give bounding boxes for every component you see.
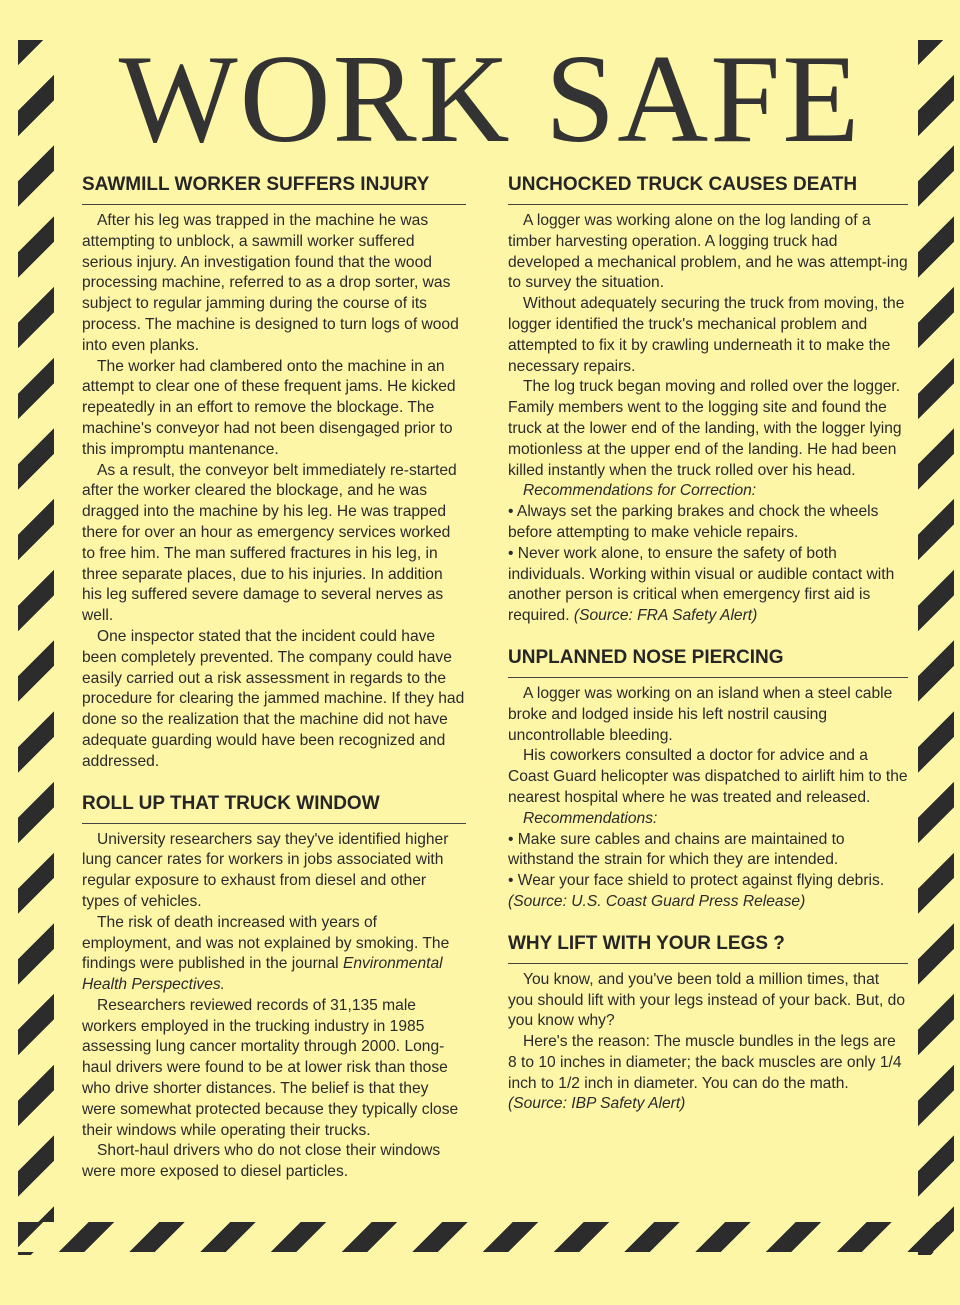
recommendations-label: Recommendations: bbox=[523, 809, 658, 827]
article-paragraph bbox=[82, 913, 466, 996]
article-truck-window bbox=[82, 791, 466, 1184]
article-paragraph: University researchers say they've identified higher lung cancer rates for workers in jobs associated with regular exposure to exhaust from diesel and other types of vehicles. bbox=[82, 830, 449, 910]
article-paragraph: You know, and you've been told a million times, that you should lift with your legs instead of your back. But, do you know why? bbox=[508, 970, 905, 1030]
article-paragraph: Short-haul drivers who do not close their windows were more exposed to diesel particles. bbox=[82, 1142, 441, 1181]
article-paragraph: As a result, the conveyor belt immediately re-started after the worker cleared the blockage, and he was dragged into the machine by his leg. He was trapped there for over an hour as emergency services worked to free him. The man suffered fractures in his leg, in three separate places, due to his injuries. In addition his leg suffered severe damage to several nerves as well. bbox=[82, 461, 457, 625]
recommendations-label: Recommendations for Correction: bbox=[523, 482, 757, 500]
article-paragraph bbox=[508, 1032, 908, 1115]
article-paragraph: A logger was working alone on the log landing of a timber harvesting operation. A logging truck had developed a mechanical problem, and he was attempt-ing to survey the situation. bbox=[508, 212, 908, 292]
hazard-stripe-right bbox=[918, 40, 954, 1255]
article-paragraph: A logger was working on an island when a steel cable broke and lodged inside his left nostril causing uncontrollable bleeding. bbox=[508, 684, 893, 744]
article-paragraph: Without adequately securing the truck from moving, the logger identified the truck's mechanical problem and attempted to fix it by crawling underneath it to make the necessary repairs. bbox=[508, 295, 905, 375]
article-paragraph: His coworkers consulted a doctor for advice and a Coast Guard helicopter was dispatched to airlift him to the nearest hospital where he was treated and released. bbox=[508, 747, 908, 806]
bullet-item: • Always set the parking brakes and chock the wheels before attempting to make vehicle repairs. bbox=[508, 503, 879, 541]
bullet-item bbox=[508, 544, 908, 627]
paragraph-text: Here's the reason: The muscle bundles in the legs are 8 to 10 inches in diameter; the back muscles are only 1/4 inch to 1/2 inch in diameter. You can do the math. bbox=[508, 1033, 902, 1092]
source-citation: (Source: U.S. Coast Guard Press Release) bbox=[508, 892, 806, 910]
article-heading: SAWMILL WORKER SUFFERS INJURY bbox=[82, 172, 466, 205]
bullet-text: • Wear your face shield to protect against flying debris. bbox=[508, 872, 885, 890]
source-citation: (Source: IBP Safety Alert) bbox=[508, 1095, 686, 1113]
article-sawmill bbox=[82, 172, 466, 773]
right-column bbox=[508, 172, 908, 1133]
paragraph-text: The risk of death increased with years of employment, and was not explained by smoking. The findings were published in the journal bbox=[82, 913, 450, 973]
article-paragraph: Researchers reviewed records of 31,135 male workers employed in the trucking industry in 1985 assessing lung cancer mortality through 2000. Long-haul drivers were found to be at lower risk than those who drive shorter distances. The belief is that they were somewhat protected because they typically close their windows while operating their trucks. bbox=[82, 996, 459, 1139]
article-heading: WHY LIFT WITH YOUR LEGS ? bbox=[508, 931, 908, 964]
hazard-stripe-bottom bbox=[18, 1222, 954, 1252]
article-nose-piercing bbox=[508, 645, 908, 913]
article-lift-legs bbox=[508, 931, 908, 1116]
article-heading: UNPLANNED NOSE PIERCING bbox=[508, 645, 908, 678]
bullet-text: • Never work alone, to ensure the safety of both individuals. Working within visual or audible contact with another person is critical when emergency first aid is required. bbox=[508, 544, 895, 625]
article-unchocked-truck bbox=[508, 172, 908, 627]
article-heading: UNCHOCKED TRUCK CAUSES DEATH bbox=[508, 172, 908, 205]
article-paragraph: The log truck began moving and rolled over the logger. Family members went to the logging site and found the truck at the lower end of the landing, with the logger lying motionless at the upper end of the landing. He had been killed instantly when the truck rolled over his head. bbox=[508, 378, 902, 479]
page-title: WORK SAFE bbox=[118, 30, 862, 169]
source-citation: (Source: FRA Safety Alert) bbox=[573, 607, 758, 625]
journal-name: Environmental Health Perspectives. bbox=[82, 955, 443, 994]
bullet-item bbox=[508, 871, 908, 913]
hazard-stripe-left bbox=[18, 40, 54, 1255]
article-heading: ROLL UP THAT TRUCK WINDOW bbox=[82, 791, 466, 824]
left-column bbox=[82, 172, 466, 1201]
article-paragraph: The worker had clambered onto the machine in an attempt to clear one of these frequent jams. He kicked repeatedly in an effort to remove the blockage. The machine's conveyor had not been disengaged prior to this impromptu mantenance. bbox=[82, 357, 456, 458]
bullet-item: • Make sure cables and chains are maintained to withstand the strain for which they are intended. bbox=[508, 830, 845, 869]
article-paragraph: After his leg was trapped in the machine he was attempting to unblock, a sawmill worker suffered serious injury. An investigation found that the wood processing machine, referred to as a drop sorter, was subject to regular jamming during the course of its process. The machine is designed to turn logs of wood into even planks. bbox=[82, 212, 459, 354]
article-paragraph: One inspector stated that the incident could have been completely prevented. The company could have easily carried out a risk assessment in regards to the procedure for clearing the jammed machine. If they had done so the realization that the machine did not have adequate guarding would have been recognized and addressed. bbox=[82, 627, 465, 770]
